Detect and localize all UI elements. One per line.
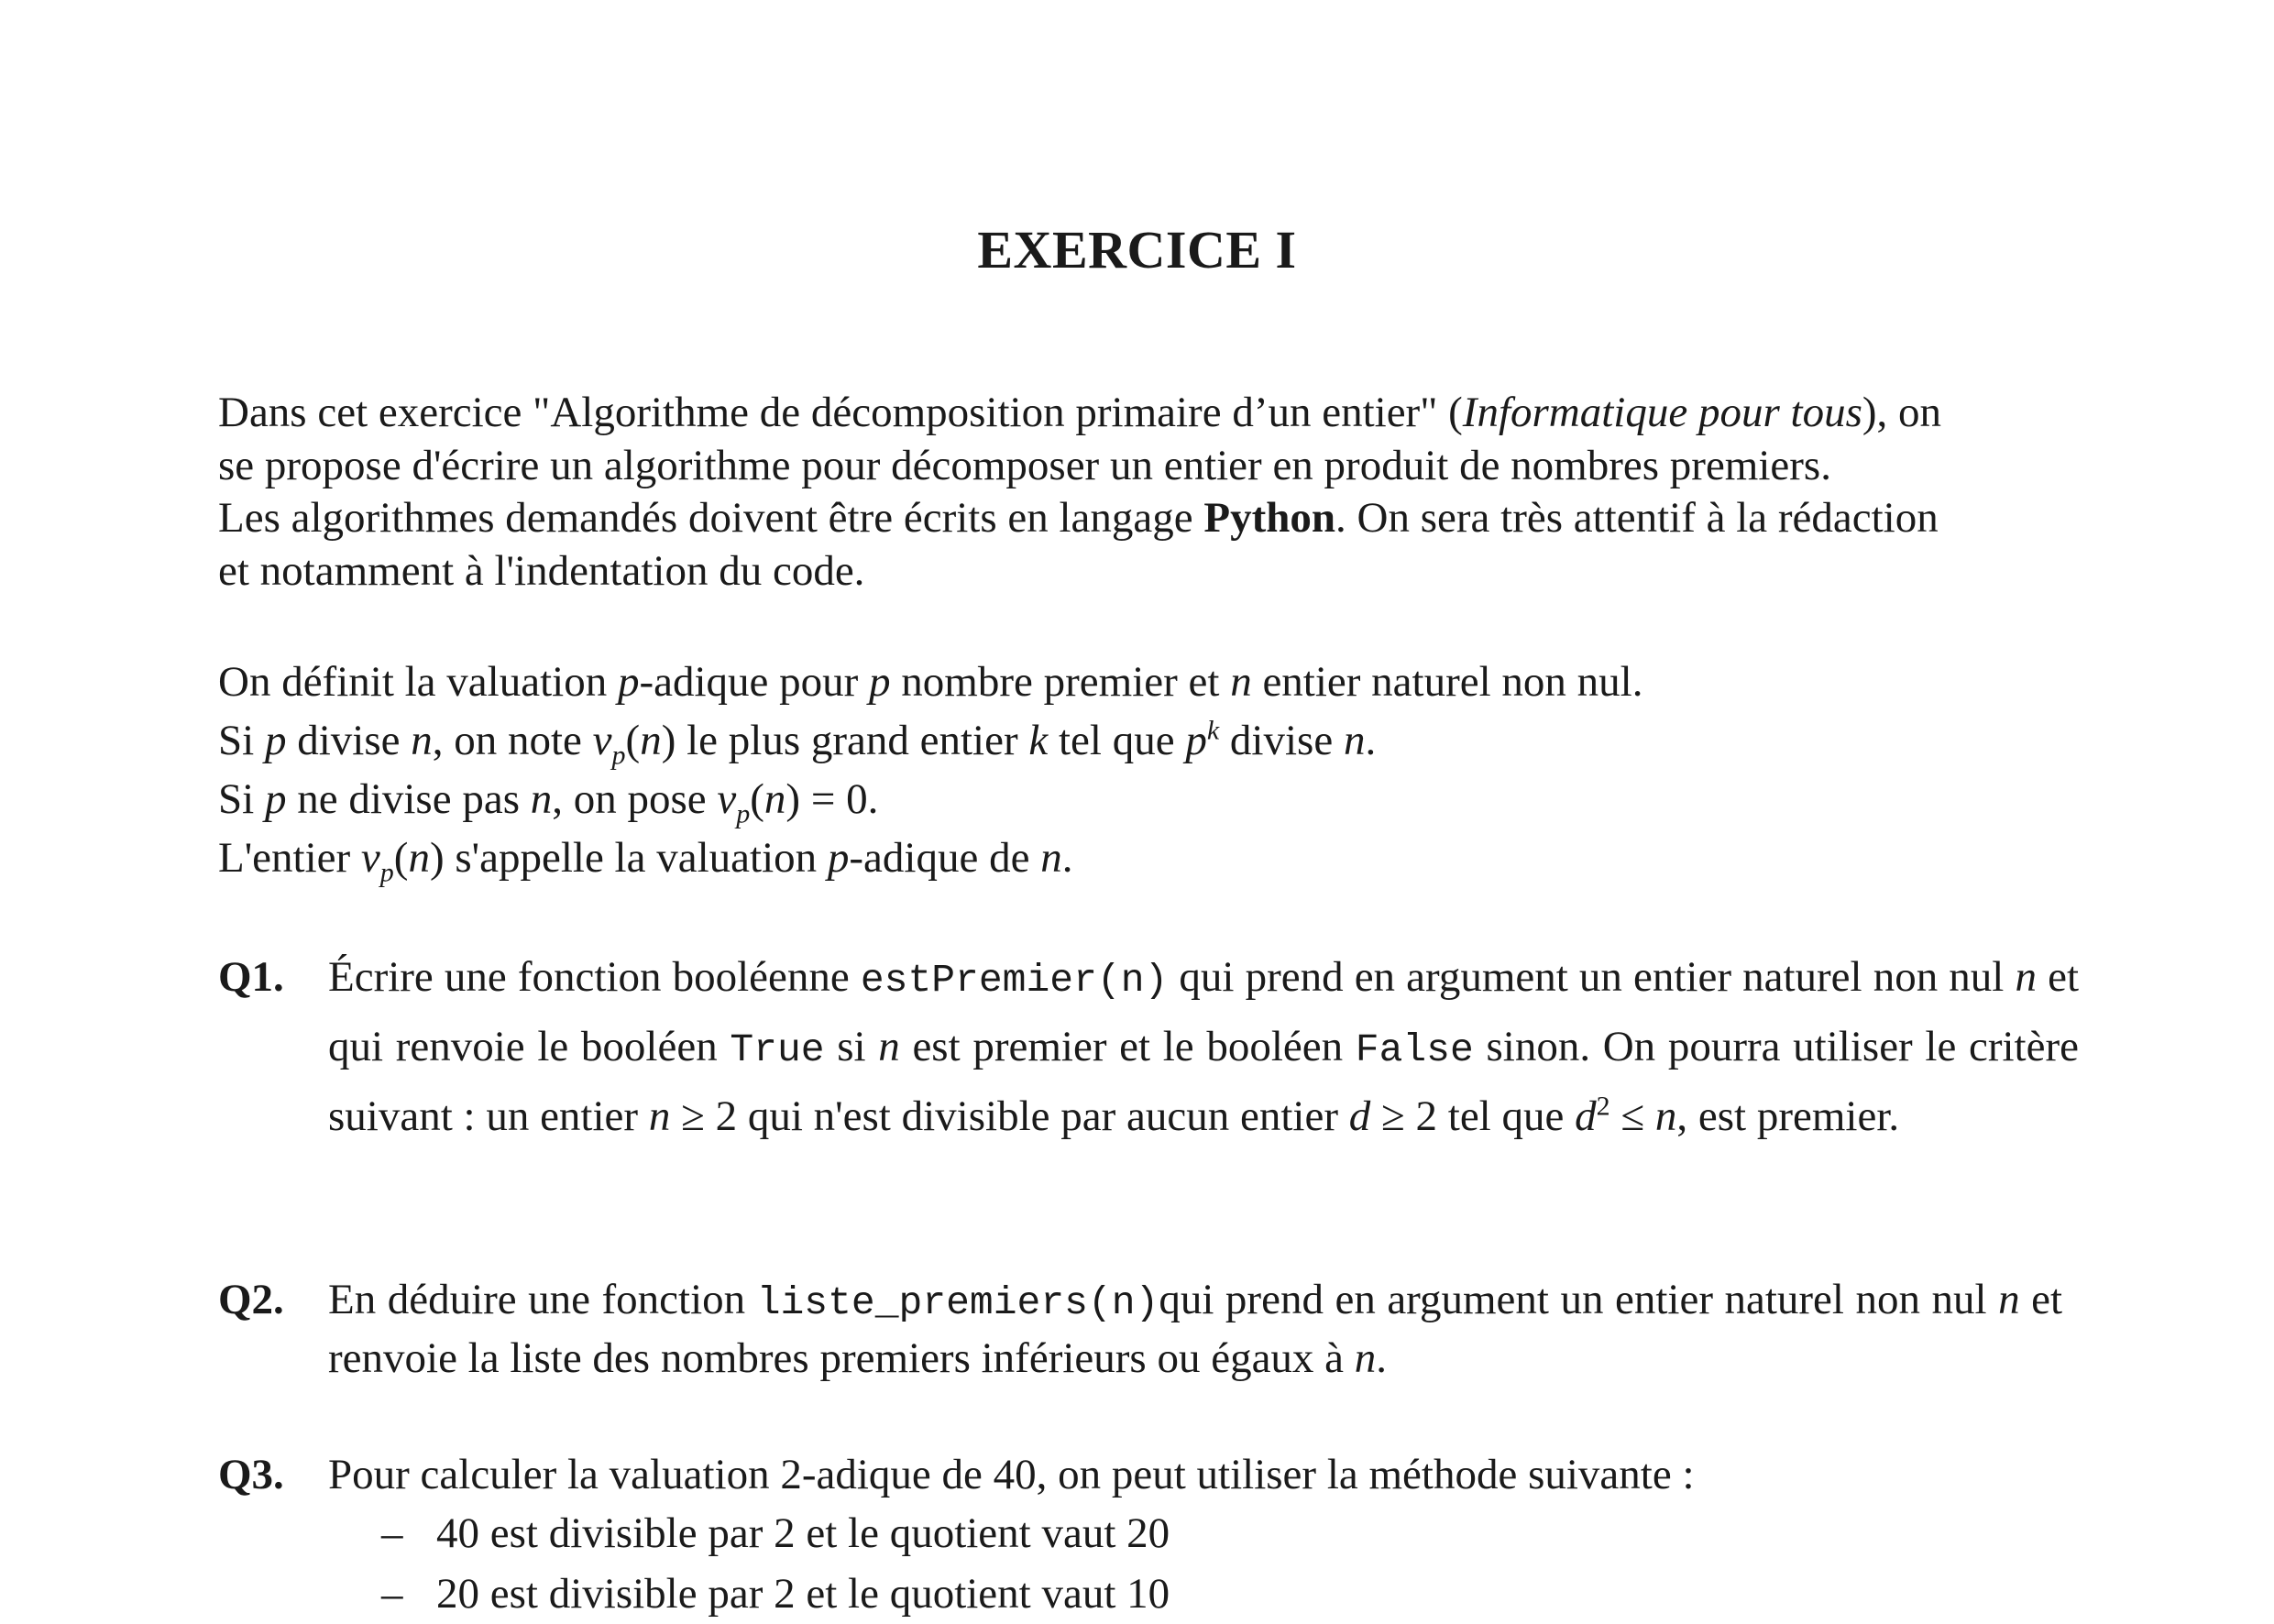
exercise-title: EXERCICE I	[977, 220, 1297, 280]
python-bold: Python	[1203, 494, 1336, 542]
def-text: ) le plus grand entier	[661, 717, 1029, 764]
var-n: n	[640, 717, 662, 764]
intro-text: Dans cet exercice "Algorithme de décomposition primaire d’un entier" (	[218, 389, 1463, 436]
q-text: En déduire une fonction	[328, 1276, 757, 1323]
def-text: -adique pour	[639, 658, 870, 706]
question-3-body: Pour calculer la valuation 2-adique de 40, on peut utiliser la méthode suivante :	[328, 1451, 1695, 1498]
q-text: et qui renvoie le booléen	[328, 953, 2080, 1070]
paren: (	[393, 834, 409, 882]
paren: (	[750, 775, 764, 823]
sub-p: p	[611, 740, 626, 771]
question-number: Q2.	[218, 1276, 284, 1323]
def-line-4	[218, 828, 2079, 887]
def-text: Si	[218, 775, 265, 823]
var-n: n	[2015, 953, 2037, 1001]
var-d: d	[1348, 1092, 1371, 1140]
def-text: divise	[286, 717, 412, 764]
intro-italic-source: Informatique pour tous	[1462, 389, 1862, 436]
var-p: p	[1185, 717, 1207, 764]
question-number: Q3.	[218, 1451, 284, 1498]
var-p: p	[264, 775, 287, 823]
def-line-3	[218, 770, 2079, 828]
def-text: , on pose	[552, 775, 718, 823]
var-n: n	[1230, 658, 1252, 706]
var-p: p	[617, 658, 640, 706]
list-item-text: 40 est divisible par 2 et le quotient vaut 20	[436, 1509, 1170, 1557]
def-text: L'entier	[218, 834, 361, 882]
var-v: v	[717, 775, 737, 823]
def-text: ) s'appelle la valuation	[429, 834, 828, 882]
question-number: Q1.	[218, 953, 284, 1001]
q-text: ≤	[1609, 1092, 1655, 1140]
def-text: entier naturel non nul.	[1251, 658, 1643, 706]
var-d: d	[1575, 1092, 1597, 1140]
intro-text: Les algorithmes demandés doivent être écrits en langage	[218, 494, 1204, 542]
def-text: , on note	[432, 717, 593, 764]
def-text: .	[1365, 717, 1377, 764]
var-n: n	[878, 1023, 900, 1070]
var-p: p	[264, 717, 287, 764]
var-v: v	[360, 834, 380, 882]
question-2-body	[328, 1272, 2062, 1386]
var-n: n	[1343, 717, 1366, 764]
var-n: n	[648, 1092, 671, 1140]
sub-p: p	[736, 798, 751, 829]
sup-k: k	[1206, 715, 1220, 746]
paren: (	[625, 717, 641, 764]
intro-line-1-text	[218, 387, 1941, 440]
q-text: ≥ 2 qui n'est divisible par aucun entier	[670, 1092, 1349, 1140]
code-liste-premiers: liste_premiers(n)	[756, 1280, 1159, 1325]
sub-p: p	[379, 857, 394, 888]
var-n: n	[530, 775, 553, 823]
q-text: ≥ 2 tel que	[1370, 1092, 1576, 1140]
var-n: n	[1040, 834, 1062, 882]
var-n: n	[1354, 1334, 1377, 1382]
var-p: p	[869, 658, 891, 706]
intro-line-2: se propose d'écrire un algorithme pour décomposer un entier en produit de nombres premiers.	[218, 441, 1831, 489]
list-item-text: 20 est divisible par 2 et le quotient vaut 10	[436, 1570, 1170, 1618]
dash-bullet-icon: –	[381, 1509, 403, 1557]
var-n: n	[1998, 1276, 2020, 1323]
def-text: -adique de	[849, 834, 1041, 882]
def-line-1	[218, 653, 2079, 711]
var-k: k	[1028, 717, 1049, 764]
var-n: n	[408, 834, 430, 882]
def-text: tel que	[1048, 717, 1186, 764]
q-text: et renvoie la liste des nombres premiers inférieurs ou égaux à	[328, 1276, 2063, 1382]
intro-line-3	[218, 492, 2079, 545]
q-text: si	[824, 1023, 879, 1070]
q-text: , est premier.	[1676, 1092, 1900, 1140]
intro-line-1	[218, 387, 2079, 440]
q-text: sinon. On pourra utiliser le critère suivant : un entier	[328, 1023, 2079, 1140]
definitions-paragraph	[218, 653, 2079, 887]
var-n: n	[411, 717, 433, 764]
def-text: Si	[218, 717, 265, 764]
intro-paragraph	[218, 387, 2079, 598]
code-false: False	[1355, 1027, 1474, 1072]
dash-bullet-icon: –	[381, 1570, 403, 1618]
q-text: est premier et le booléen	[899, 1023, 1356, 1070]
q-text: qui prend en argument un entier naturel non nul	[1168, 953, 2016, 1001]
intro-text: . On sera très attentif à la rédaction	[1335, 494, 1939, 542]
code-estpremier: estPremier(n)	[860, 958, 1169, 1003]
def-text: ) = 0.	[785, 775, 879, 823]
def-text: ne divise pas	[286, 775, 531, 823]
code-true: True	[730, 1027, 825, 1072]
def-text: divise	[1219, 717, 1344, 764]
def-text: .	[1061, 834, 1073, 882]
sup-2: 2	[1596, 1091, 1610, 1122]
q-text: qui prend en argument un entier naturel non nul	[1159, 1276, 1999, 1323]
intro-line-4: et notamment à l'indentation du code.	[218, 546, 865, 595]
var-v: v	[592, 717, 612, 764]
def-text: On définit la valuation	[218, 658, 618, 706]
q-text: Écrire une fonction booléenne	[328, 953, 861, 1001]
var-n: n	[1654, 1092, 1677, 1140]
q-text: .	[1376, 1334, 1388, 1382]
var-p: p	[827, 834, 850, 882]
intro-text: ), on	[1862, 389, 1942, 436]
def-line-2	[218, 711, 2079, 770]
question-1-body	[328, 944, 2079, 1149]
var-n: n	[763, 775, 786, 823]
def-text: nombre premier et	[890, 658, 1231, 706]
